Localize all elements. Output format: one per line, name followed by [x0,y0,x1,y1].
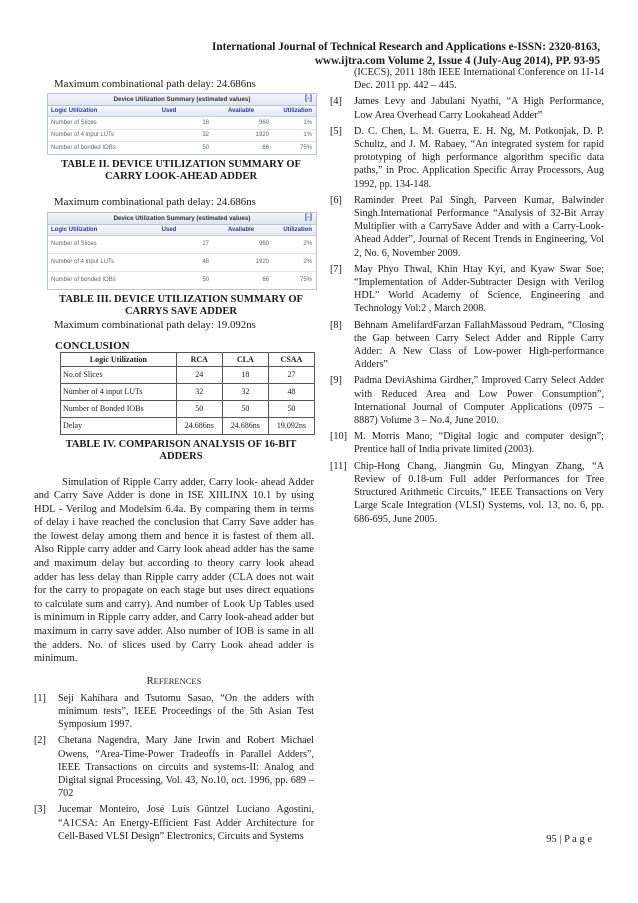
dus-title: Device Utilization Summary (estimated values) [-] [48,213,316,225]
reference-item: [5] D. C. Chen, L. M. Guerra, E. H. Ng, M. Potkonjak, D. P. Schultz, and J. M. Rabaey, “An integrated system for rapid prototyping of high performance algorithm specific data paths,” in Proc. Application Specific Array Processors, Aug 1992, pp. 134-148. [330,125,604,190]
delay-csaa: Maximum combinational path delay: 19.092ns [54,318,256,331]
conclusion-paragraph: Simulation of Ripple Carry adder, Carry look- ahead Adder and Carry Save Adder is done in ISE XIILINX 10.1 by using HDL - Verilog and Modelsim 6.4a. By comparing them in terms of delay i have reached the conclusion that Carry Save adder has the lowest delay among them and hence it is fastest of them all. Also Ripple carry adder and Carry look ahead adder has the same and maximum delay but according to theory carry look ahead adder has less delay than Ripple carry adder (CLA does not wait for the carry to propagate on each stage but uses direct equations to calculate sum and carry). And number of Look Up Tables used is minimum in Ripple carry adder, and Carry look-ahead adder but maximum in carry save adder. Also number of IOB is same in all the adders. No. of slices used by Carry Look ahead adder is minimum. [34,476,314,665]
reference-item: [4] James Levy and Jabulani Nyathi, “A High Performance, Low Area Overhead Carry Lookahead Adder” [330,96,604,121]
footer-separator: | [559,834,562,845]
journal-issue: www.ijtra.com Volume 2, Issue 4 (July-Aug 2014), PP. 93-95 [314,55,600,67]
device-utilization-summary-cla [47,212,317,290]
table-header-row: Logic Utilization RCA CLA CSAA [61,352,315,366]
dus-header-row: Logic Utilization Used Available Utilization [48,225,316,236]
table-row: Number of Slices 27 960 2% [48,236,316,254]
page-number: 95 [546,834,557,845]
collapse-icon: [-] [305,95,312,102]
references-list-left [34,692,314,843]
running-header [180,40,600,68]
table-row: Number of bonded IOBs 50 66 75% [51,144,312,151]
table-row: Number of Slices 18 960 1% [48,117,316,130]
dus-header-row: Logic Utilization Used Available Utilization [48,106,316,117]
device-utilization-summary-rca [47,93,317,155]
right-column [330,66,604,526]
reference-item: [9] Padma DeviAshima Girdher,” Improved Carry Select Adder with Reduced Area and Low Power Consumption”, International Journal of Computer Applications (0975 – 8887) Volume 3 – No.4, June 2010. [330,375,604,427]
reference-item: [11] Chip-Hong Chang, Jiangmin Gu, Mingyan Zhang, “A Review of 0.18-um Full adder Performances for Tree Structured Arithmetic Circuits,” IEEE Transactions on Very Large Scale Integration (VLSI) Systems, vol. 13, no. 6, pp. 686-695, June 2005. [330,460,604,525]
left-column [34,78,314,843]
reference-item: [10] M. Morris Mano; “Digital logic and computer design”; Prentice hall of India private limited (2003). [330,431,604,456]
reference-continued: (ICECS), 2011 18th IEEE International Conference on 11-14 Dec. 2011 pp. 442 – 445. [354,67,604,92]
dus-title: Device Utilization Summary (estimated values) [-] [48,94,316,106]
table-row: Number of 4 input LUTs 32 32 48 [61,383,315,400]
reference-item: [7] May Phyo Thwal, Khin Htay Kyi, and Kyaw Swar Soe; “Implementation of Adder-Subtracter Design with Verilog HDL” World Academy of Science, Engineering and Technology Vol:2 , March 2008. [330,263,604,315]
table-row: Number of Bonded IOBs 50 50 50 [61,400,315,417]
references-heading: REFERENCES [146,675,202,687]
reference-item: [3] Jucemar Monteiro, José Luís Güntzel Luciano Agostini, “A1CSA: An Energy-Efficient Fast Adder Architecture for Cell-Based VLSI Design” Electronics, Circuits and Systems [34,804,314,842]
table-row: Number of 4 input LUTs 48 1920 2% [48,254,316,272]
journal-title: International Journal of Technical Research and Applications e-ISSN: 2320-8163, [212,41,600,53]
page-label: P a g e [564,834,592,845]
delay-rca: Maximum combinational path delay: 24.686ns [54,78,256,90]
conclusion-heading: CONCLUSION [55,339,130,352]
collapse-icon: [-] [305,213,312,221]
table-row: Delay 24.686ns 24.686ns 19.092ns [61,417,315,434]
reference-item: [2] Chetana Nagendra, Mary Jane Irwin and Robert Michael Owens, “Area-Time-Power Tradeoffs in Parallel Adders”, IEEE Transactions on circuits and systems-II: Analog and Digital signal Processing, Vol. 43, No.10, oct. 1996, pp. 689 – 702 [34,735,314,800]
page-footer [546,834,592,845]
reference-item: [8] Behnam AmelifardFarzan FallahMassoud Pedram, “Closing the Gap between Carry Select Adder and Ripple Carry Adder: A New Class of Low-power High-performance Adders” [330,319,604,371]
table-row: No.of Slices 24 18 27 [61,366,315,383]
table-row: Number of 4 input LUTs 32 1920 1% [48,130,316,143]
reference-item: [6] Raminder Preet Pal Singh, Parveen Kumar, Balwinder Singh.International Performance “Analysis of 32-Bit Array Multiplier with a CarrySave Adder and with a Carry-Look-Ahead Adder”, Journal of Recent Trends in Engineering, Vol 2, No. 6, November 2009. [330,194,604,259]
comparison-table [60,352,315,435]
table-caption-4: TABLE IV. COMPARISON ANALYSIS OF 16-BIT ADDERS [65,438,297,462]
table-caption-3: TABLE III. DEVICE UTILIZATION SUMMARY OF CARRYS SAVE ADDER [59,293,303,317]
table-caption-2: TABLE II. DEVICE UTILIZATION SUMMARY OF CARRY LOOK-AHEAD ADDER [61,158,301,182]
delay-cla: Maximum combinational path delay: 24.686ns [54,195,256,208]
reference-item: [1] Seji Kahihara and Tsutomu Sasao, “On the adders with minimum tests”, IEEE Proceedings of the 5th Asian Test Symposium 1997. [34,692,314,731]
table-row: Number of bonded IOBs 50 66 75% [51,277,312,283]
